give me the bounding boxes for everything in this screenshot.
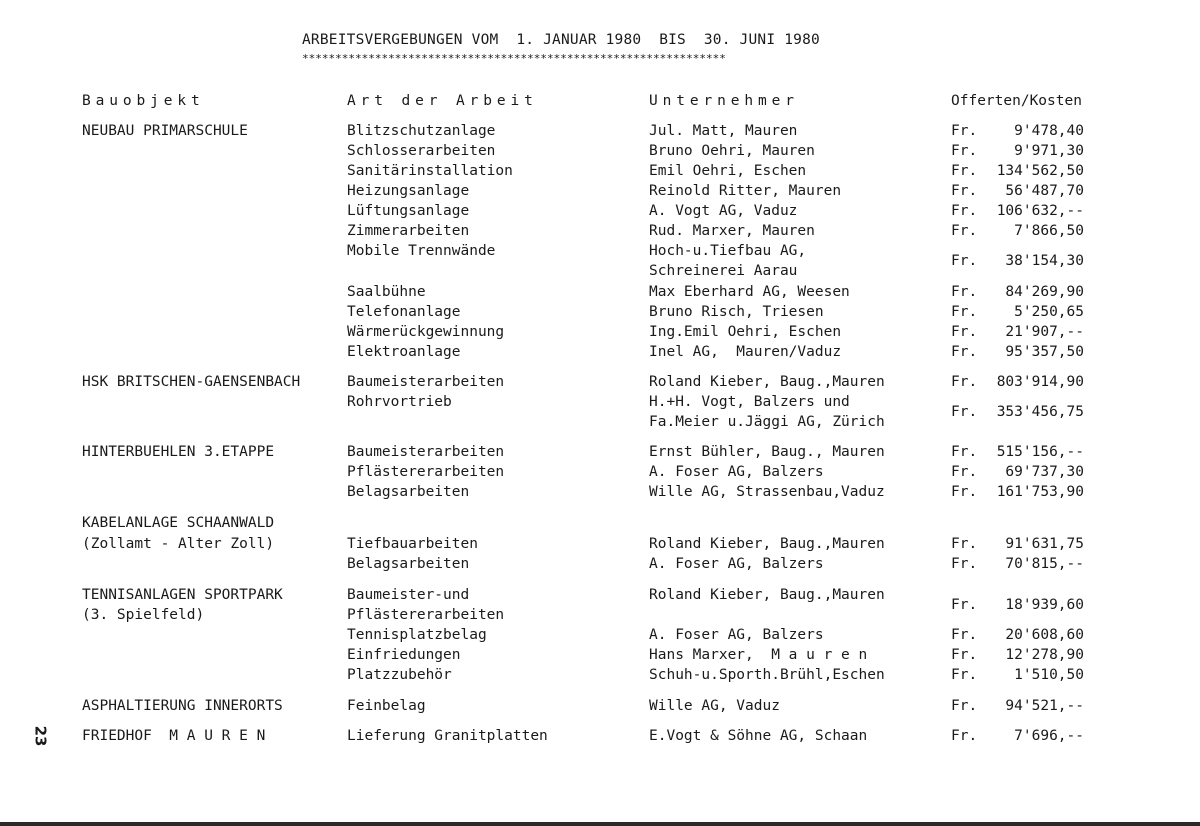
row-currency: Fr. [951, 123, 978, 139]
row-amount: 38'154,30 [1005, 253, 1084, 269]
row-art-der-arbeit: Zimmerarbeiten [347, 223, 470, 239]
row-currency: Fr. [951, 444, 978, 460]
row-unternehmer: Hoch-u.Tiefbau AG, Schreinerei Aarau [649, 243, 807, 279]
row-bauobjekt: HINTERBUEHLEN 3.ETAPPE [82, 444, 275, 460]
row-unternehmer: A. Foser AG, Balzers [649, 556, 824, 572]
row-amount: 84'269,90 [1005, 284, 1084, 300]
row-bauobjekt: (Zollamt - Alter Zoll) [82, 536, 275, 552]
row-unternehmer: Max Eberhard AG, Weesen [649, 284, 850, 300]
row-currency: Fr. [951, 163, 978, 179]
row-art-der-arbeit: Blitzschutzanlage [347, 123, 496, 139]
row-unternehmer: A. Foser AG, Balzers [649, 627, 824, 643]
row-unternehmer: A. Foser AG, Balzers [649, 464, 824, 480]
header-offerten-kosten: Offerten/Kosten [951, 93, 1082, 109]
row-art-der-arbeit: Baumeisterarbeiten [347, 444, 505, 460]
row-amount: 69'737,30 [1005, 464, 1084, 480]
row-currency: Fr. [951, 667, 978, 683]
row-unternehmer: Rud. Marxer, Mauren [649, 223, 815, 239]
row-currency: Fr. [951, 484, 978, 500]
row-amount: 94'521,-- [1005, 698, 1084, 714]
row-amount: 7'866,50 [1014, 223, 1084, 239]
row-unternehmer: Ernst Bühler, Baug., Mauren [649, 444, 885, 460]
row-art-der-arbeit: Baumeister-und Pflästererarbeiten [347, 587, 505, 623]
row-art-der-arbeit: Schlosserarbeiten [347, 143, 496, 159]
title-underline: **************************************************************** [302, 52, 726, 65]
row-currency: Fr. [951, 404, 978, 420]
row-bauobjekt: NEUBAU PRIMARSCHULE [82, 123, 248, 139]
row-currency: Fr. [951, 556, 978, 572]
header-unternehmer: Unternehmer [649, 93, 799, 109]
row-unternehmer: Roland Kieber, Baug.,Mauren [649, 374, 885, 390]
row-art-der-arbeit: Einfriedungen [347, 647, 461, 663]
row-unternehmer: Bruno Oehri, Mauren [649, 143, 815, 159]
header-bauobjekt: Bauobjekt [82, 93, 205, 109]
row-art-der-arbeit: Wärmerückgewinnung [347, 324, 505, 340]
row-amount: 1'510,50 [1014, 667, 1084, 683]
row-unternehmer: Roland Kieber, Baug.,Mauren [649, 536, 885, 552]
row-unternehmer: Hans Marxer, M a u r e n [649, 647, 868, 663]
row-bauobjekt: HSK BRITSCHEN-GAENSENBACH [82, 374, 301, 390]
row-unternehmer: Wille AG, Strassenbau,Vaduz [649, 484, 885, 500]
row-amount: 70'815,-- [1005, 556, 1084, 572]
row-unternehmer: Wille AG, Vaduz [649, 698, 780, 714]
row-amount: 106'632,-- [996, 203, 1084, 219]
page-number: 23 [31, 725, 50, 747]
row-art-der-arbeit: Rohrvortrieb [347, 394, 452, 410]
row-currency: Fr. [951, 728, 978, 744]
row-currency: Fr. [951, 253, 978, 269]
row-amount: 7'696,-- [1014, 728, 1084, 744]
row-currency: Fr. [951, 464, 978, 480]
row-unternehmer: Reinold Ritter, Mauren [649, 183, 842, 199]
row-art-der-arbeit: Feinbelag [347, 698, 426, 714]
row-currency: Fr. [951, 374, 978, 390]
row-art-der-arbeit: Belagsarbeiten [347, 556, 470, 572]
row-currency: Fr. [951, 223, 978, 239]
row-art-der-arbeit: Pflästererarbeiten [347, 464, 505, 480]
row-amount: 353'456,75 [996, 404, 1084, 420]
row-amount: 803'914,90 [996, 374, 1084, 390]
row-art-der-arbeit: Saalbühne [347, 284, 426, 300]
row-amount: 20'608,60 [1005, 627, 1084, 643]
row-unternehmer: Inel AG, Mauren/Vaduz [649, 344, 842, 360]
row-art-der-arbeit: Tennisplatzbelag [347, 627, 487, 643]
row-bauobjekt: KABELANLAGE SCHAANWALD [82, 515, 275, 531]
row-art-der-arbeit: Belagsarbeiten [347, 484, 470, 500]
row-amount: 161'753,90 [996, 484, 1084, 500]
row-bauobjekt: TENNISANLAGEN SPORTPARK (3. Spielfeld) [82, 587, 283, 623]
row-currency: Fr. [951, 627, 978, 643]
row-currency: Fr. [951, 344, 978, 360]
row-amount: 515'156,-- [996, 444, 1084, 460]
row-currency: Fr. [951, 597, 978, 613]
row-unternehmer: Jul. Matt, Mauren [649, 123, 798, 139]
row-amount: 56'487,70 [1005, 183, 1084, 199]
row-amount: 134'562,50 [996, 163, 1084, 179]
header-art-der-arbeit: Art der Arbeit [347, 93, 538, 109]
row-amount: 91'631,75 [1005, 536, 1084, 552]
row-amount: 18'939,60 [1005, 597, 1084, 613]
row-currency: Fr. [951, 324, 978, 340]
row-amount: 5'250,65 [1014, 304, 1084, 320]
row-art-der-arbeit: Lieferung Granitplatten [347, 728, 548, 744]
row-unternehmer: Ing.Emil Oehri, Eschen [649, 324, 842, 340]
row-currency: Fr. [951, 284, 978, 300]
row-art-der-arbeit: Platzzubehör [347, 667, 452, 683]
row-currency: Fr. [951, 536, 978, 552]
row-amount: 9'478,40 [1014, 123, 1084, 139]
row-art-der-arbeit: Heizungsanlage [347, 183, 470, 199]
row-currency: Fr. [951, 183, 978, 199]
row-unternehmer: Bruno Risch, Triesen [649, 304, 824, 320]
row-currency: Fr. [951, 304, 978, 320]
row-unternehmer: Roland Kieber, Baug.,Mauren [649, 587, 885, 603]
row-unternehmer: Emil Oehri, Eschen [649, 163, 807, 179]
row-unternehmer: A. Vogt AG, Vaduz [649, 203, 798, 219]
row-amount: 12'278,90 [1005, 647, 1084, 663]
row-currency: Fr. [951, 698, 978, 714]
row-currency: Fr. [951, 647, 978, 663]
row-currency: Fr. [951, 203, 978, 219]
row-art-der-arbeit: Elektroanlage [347, 344, 461, 360]
row-unternehmer: E.Vogt & Söhne AG, Schaan [649, 728, 868, 744]
row-amount: 21'907,-- [1005, 324, 1084, 340]
row-bauobjekt: ASPHALTIERUNG INNERORTS [82, 698, 283, 714]
bottom-rule [0, 822, 1200, 826]
row-art-der-arbeit: Tiefbauarbeiten [347, 536, 478, 552]
row-amount: 9'971,30 [1014, 143, 1084, 159]
row-unternehmer: H.+H. Vogt, Balzers und Fa.Meier u.Jäggi AG, Zürich [649, 394, 885, 430]
row-art-der-arbeit: Lüftungsanlage [347, 203, 470, 219]
row-art-der-arbeit: Telefonanlage [347, 304, 461, 320]
row-art-der-arbeit: Baumeisterarbeiten [347, 374, 505, 390]
row-amount: 95'357,50 [1005, 344, 1084, 360]
document-title: ARBEITSVERGEBUNGEN VOM 1. JANUAR 1980 BIS 30. JUNI 1980 [302, 32, 820, 48]
row-unternehmer: Schuh-u.Sporth.Brühl,Eschen [649, 667, 885, 683]
row-bauobjekt: FRIEDHOF M A U R E N [82, 728, 266, 744]
row-art-der-arbeit: Mobile Trennwände [347, 243, 496, 259]
row-currency: Fr. [951, 143, 978, 159]
row-art-der-arbeit: Sanitärinstallation [347, 163, 513, 179]
